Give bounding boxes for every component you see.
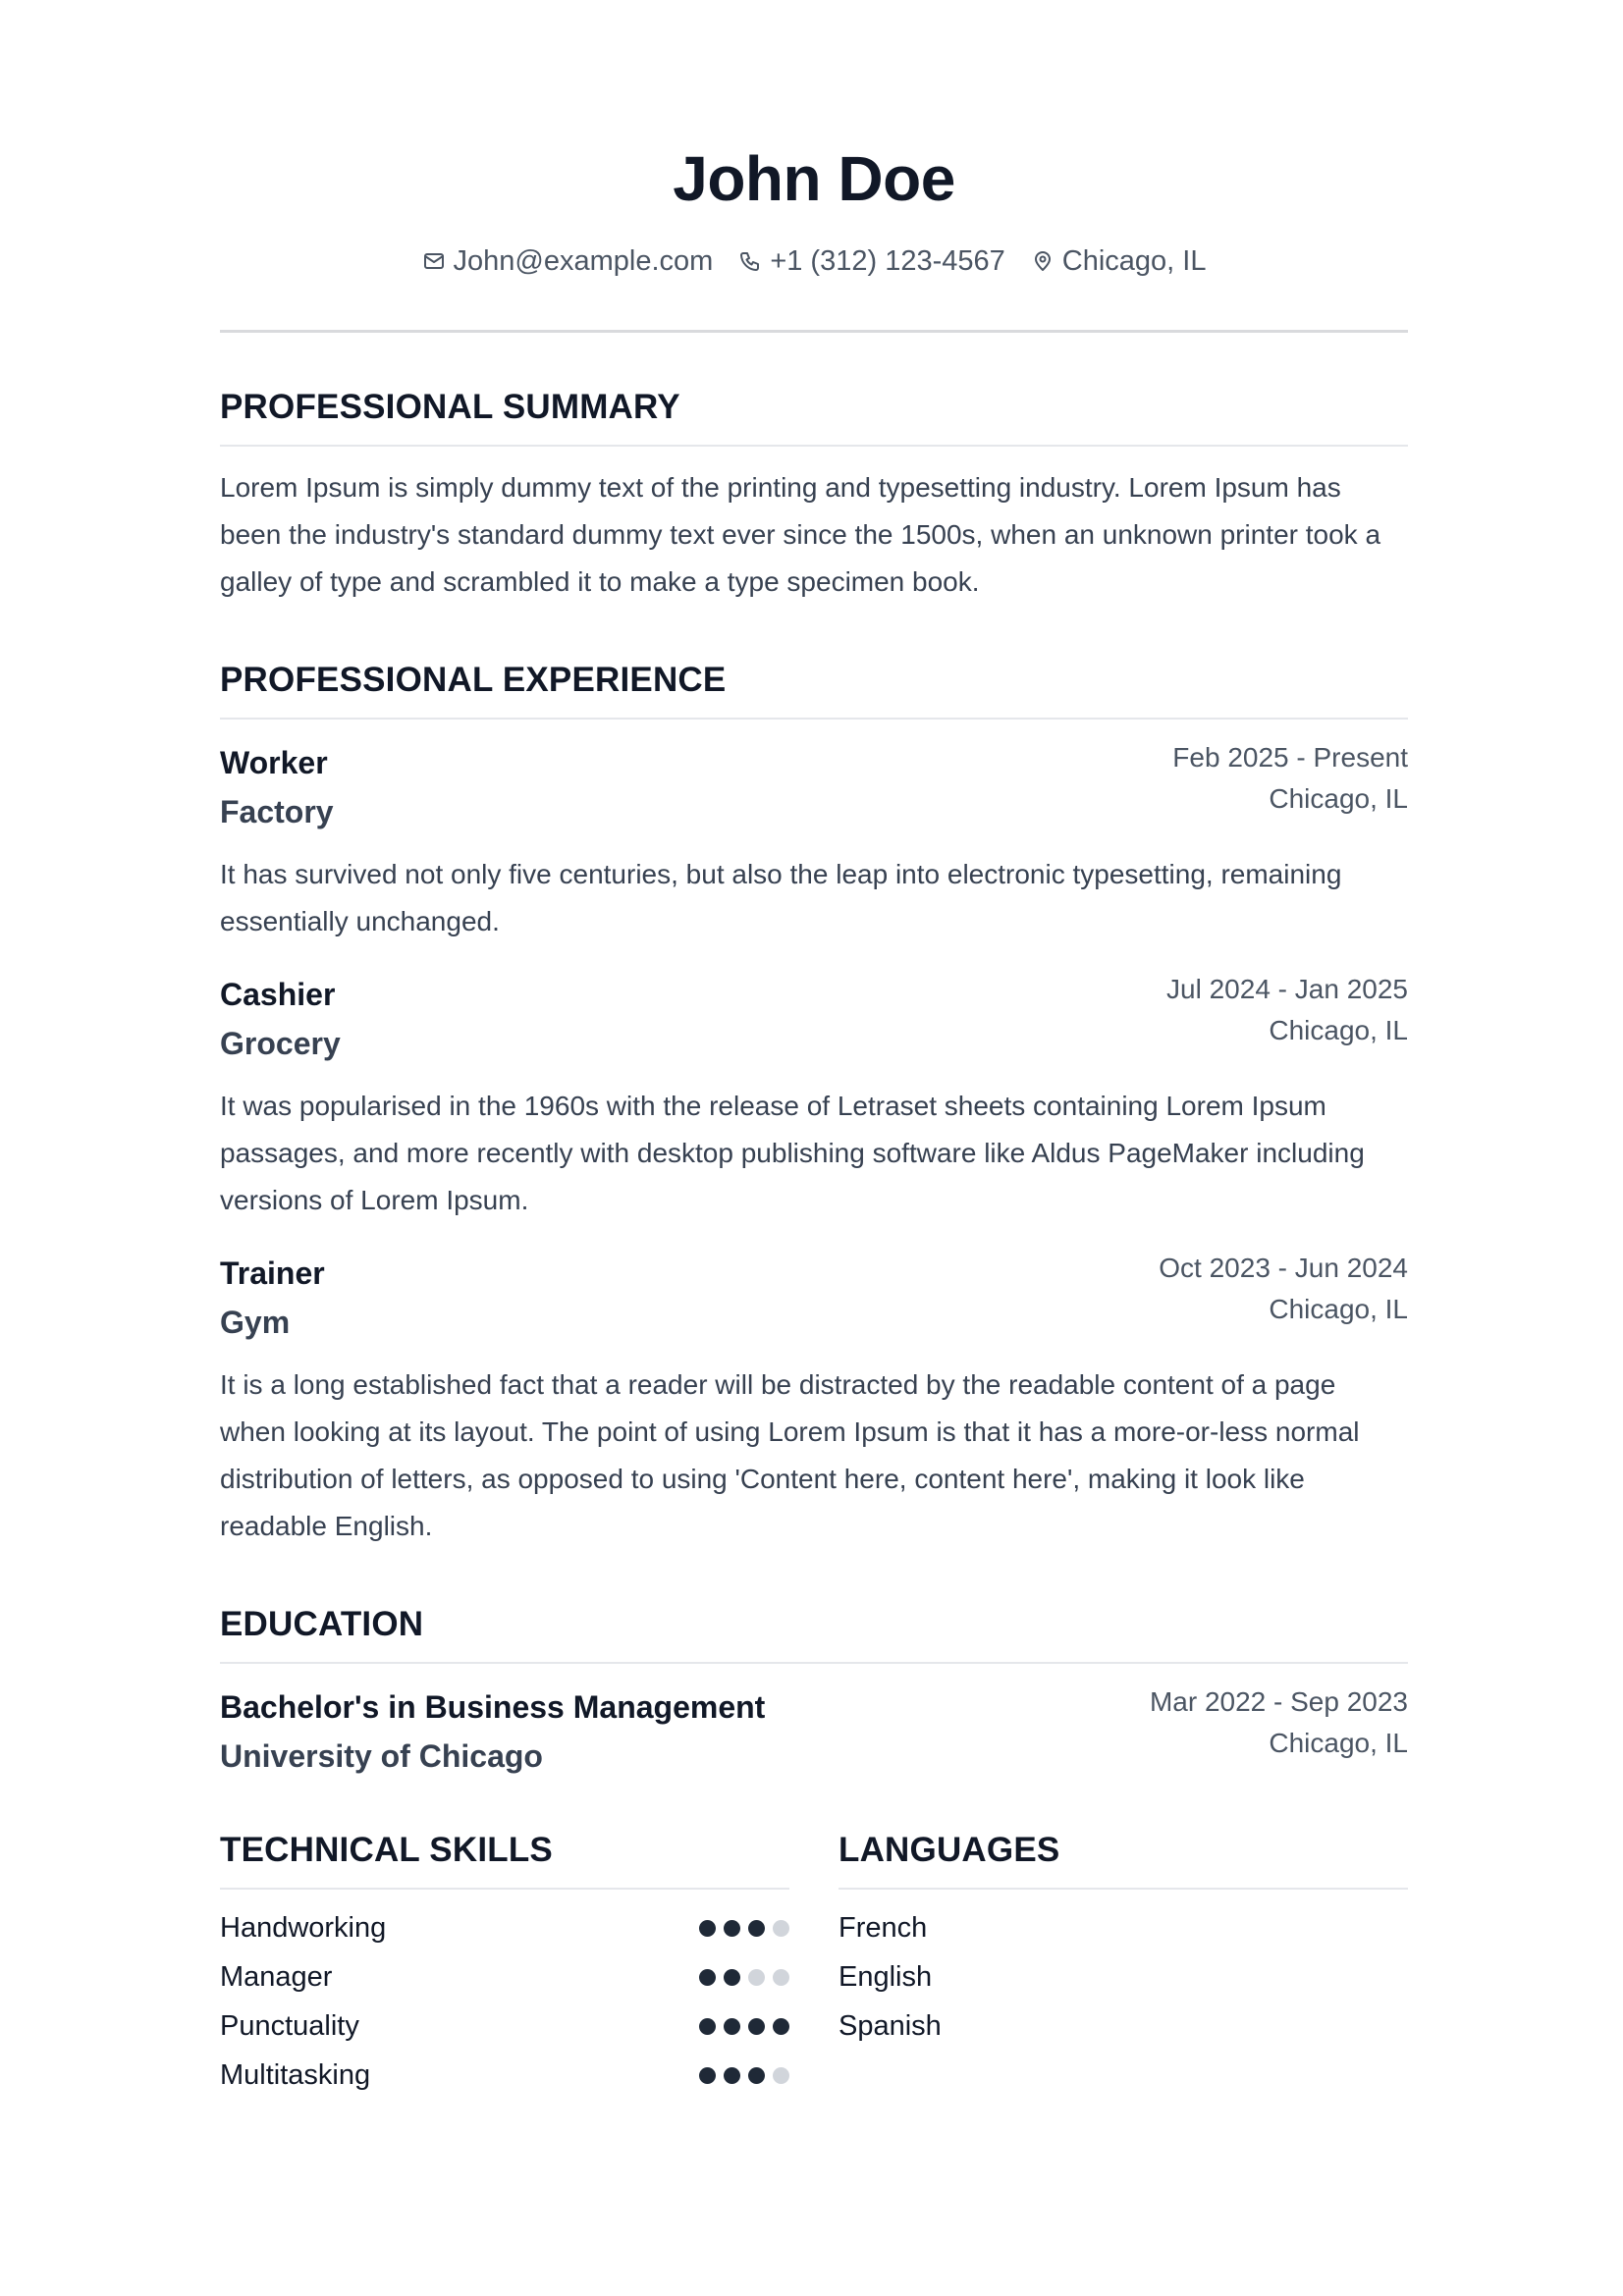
skill-rating [699,2067,789,2084]
rating-dot-filled-icon [699,1920,716,1937]
skill-row [220,1952,789,2002]
resume-page [220,0,1408,2100]
job-description: It is a long established fact that a reader will be distracted by the readable content of a page when looking at its layout. The point of using Lorem Ipsum is that it has a more-or-less normal distribution of letters, as opposed to using 'Content here, content here', making it look like readable English. [220,1369,1360,1541]
contact-location-text: Chicago, IL [1061,245,1207,277]
education-section [220,1605,1408,1776]
rating-dot-empty-icon [773,1920,789,1937]
degree-name: Bachelor's in Business Management [220,1689,766,1725]
rating-dot-filled-icon [699,2018,716,2035]
experience-entry [220,743,1408,945]
job-title: Trainer [220,1255,325,1291]
languages-section [839,1831,1408,2100]
rating-dot-empty-icon [773,2067,789,2084]
contact-phone-text: +1 (312) 123-4567 [770,245,1005,277]
skill-row [220,2002,789,2051]
section-title-summary: PROFESSIONAL SUMMARY [220,388,680,426]
rating-dot-filled-icon [773,2018,789,2035]
language-name: Spanish [839,2009,942,2042]
rating-dot-filled-icon [699,2067,716,2084]
contact-info [220,241,1408,281]
rating-dot-filled-icon [748,2018,765,2035]
language-name: French [839,1911,928,1944]
contact-email-text: John@example.com [453,245,714,277]
candidate-name: John Doe [673,143,955,214]
skills-list [220,1903,789,2100]
skills-languages-row [220,1831,1408,2100]
rating-dot-filled-icon [748,1920,765,1937]
company-name: Gym [220,1305,291,1340]
skill-name: Multitasking [220,2058,371,2091]
language-row [839,1903,1408,1952]
rating-dot-empty-icon [773,1969,789,1986]
education-location: Chicago, IL [1269,1728,1408,1758]
skill-name: Punctuality [220,2009,359,2042]
summary-section [220,388,1408,606]
company-name: Grocery [220,1026,341,1061]
language-row [839,2002,1408,2051]
header-divider [220,330,1408,333]
skill-row [220,1903,789,1952]
skill-rating [699,2018,789,2035]
job-title: Worker [220,745,328,780]
mail-icon [422,249,446,273]
job-description: It has survived not only five centuries, but also the leap into electronic typesetting, remaining essentially unchanged. [220,859,1342,936]
job-dates: Jul 2024 - Jan 2025 [1166,974,1408,1004]
skill-rating [699,1920,789,1937]
section-title-experience: PROFESSIONAL EXPERIENCE [220,661,727,699]
contact-location [1031,241,1207,281]
section-divider [839,1888,1408,1890]
section-divider [220,1662,1408,1664]
job-location: Chicago, IL [1269,1015,1408,1045]
rating-dot-filled-icon [724,1969,740,1986]
company-name: Factory [220,794,334,829]
rating-dot-filled-icon [724,1920,740,1937]
section-divider [220,445,1408,447]
experience-entry [220,975,1408,1224]
rating-dot-empty-icon [748,1969,765,1986]
contact-email[interactable] [422,241,714,281]
job-location: Chicago, IL [1269,783,1408,814]
rating-dot-filled-icon [724,2018,740,2035]
section-divider [220,718,1408,720]
language-row [839,1952,1408,2002]
contact-phone[interactable] [738,241,1004,281]
section-title-skills: TECHNICAL SKILLS [220,1831,553,1869]
section-title-education: EDUCATION [220,1605,424,1643]
job-description: It was popularised in the 1960s with the release of Letraset sheets containing Lorem Ipsum passages, and more recently with desktop publishing software like Aldus PageMaker including versions of Lorem Ipsum. [220,1091,1365,1215]
school-name: University of Chicago [220,1738,543,1774]
map-pin-icon [1031,249,1055,273]
skill-row [220,2051,789,2100]
education-dates: Mar 2022 - Sep 2023 [1149,1686,1408,1717]
rating-dot-filled-icon [748,2067,765,2084]
section-title-languages: LANGUAGES [839,1831,1060,1869]
language-name: English [839,1960,933,1993]
languages-list [839,1903,1408,2051]
skill-name: Handworking [220,1911,387,1944]
skill-name: Manager [220,1960,333,1993]
job-location: Chicago, IL [1269,1294,1408,1324]
skill-rating [699,1969,789,1986]
experience-entry [220,1254,1408,1550]
resume-header [220,0,1408,333]
job-title: Cashier [220,977,336,1012]
section-divider [220,1888,789,1890]
phone-icon [738,249,762,273]
skills-section [220,1831,789,2100]
rating-dot-filled-icon [724,2067,740,2084]
experience-section [220,661,1408,1550]
rating-dot-filled-icon [699,1969,716,1986]
education-entry [220,1687,1408,1776]
job-dates: Oct 2023 - Jun 2024 [1159,1253,1408,1283]
summary-text: Lorem Ipsum is simply dummy text of the printing and typesetting industry. Lorem Ipsum has been the industry's standard dummy text ever since the 1500s, when an unknown printer took a galley of type and scrambled it to make a type specimen book. [220,472,1381,597]
job-dates: Feb 2025 - Present [1172,742,1408,773]
